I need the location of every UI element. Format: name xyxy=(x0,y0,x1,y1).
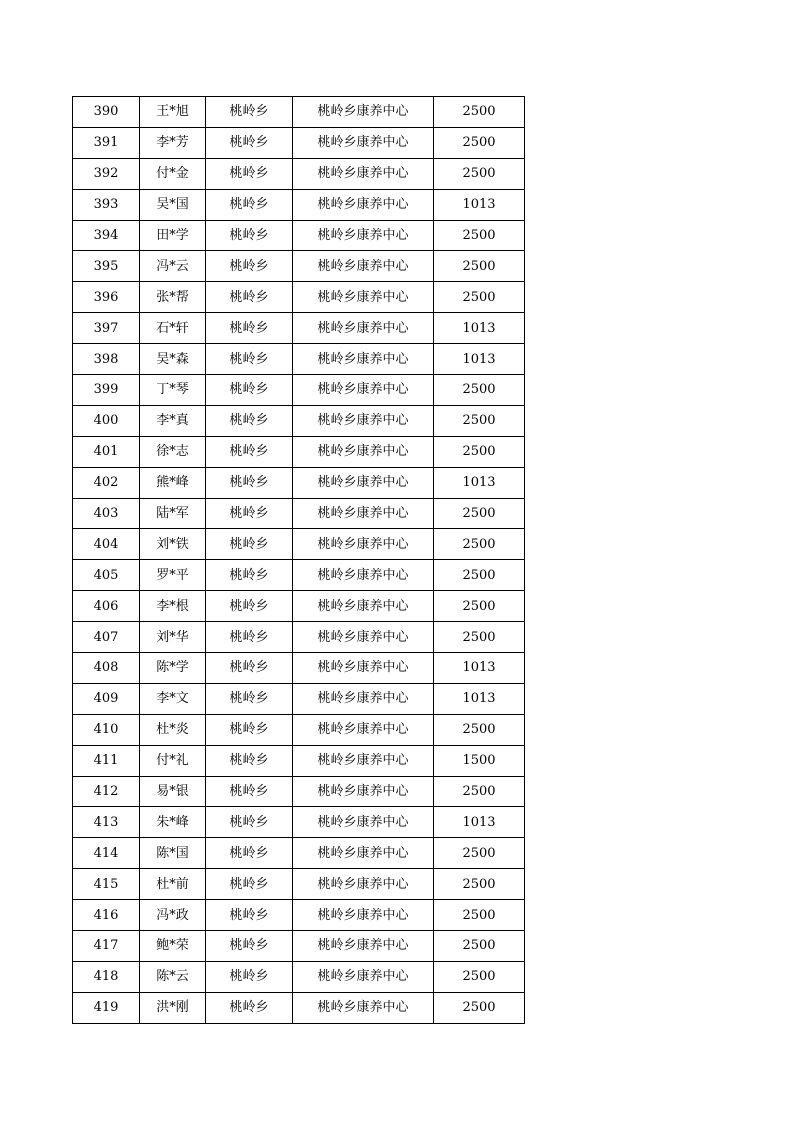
amount-cell: 2500 xyxy=(434,127,525,158)
amount-cell: 2500 xyxy=(434,220,525,251)
table-row xyxy=(73,97,525,128)
institution-cell: 桃岭乡康养中心 xyxy=(293,776,434,807)
amount-cell: 1013 xyxy=(434,344,525,375)
township-cell: 桃岭乡 xyxy=(206,961,293,992)
name-cell: 吴*国 xyxy=(140,189,206,220)
institution-cell: 桃岭乡康养中心 xyxy=(293,900,434,931)
institution-cell: 桃岭乡康养中心 xyxy=(293,745,434,776)
table-row xyxy=(73,931,525,962)
amount-cell: 2500 xyxy=(434,900,525,931)
amount-cell: 2500 xyxy=(434,869,525,900)
row-number-cell: 394 xyxy=(73,220,140,251)
amount-cell: 2500 xyxy=(434,158,525,189)
row-number-cell: 396 xyxy=(73,282,140,313)
name-cell: 杜*炎 xyxy=(140,714,206,745)
amount-cell: 1013 xyxy=(434,313,525,344)
row-number-cell: 390 xyxy=(73,97,140,128)
amount-cell: 1013 xyxy=(434,653,525,684)
amount-cell: 1013 xyxy=(434,467,525,498)
row-number-cell: 417 xyxy=(73,931,140,962)
name-cell: 洪*刚 xyxy=(140,992,206,1023)
table-row xyxy=(73,807,525,838)
institution-cell: 桃岭乡康养中心 xyxy=(293,220,434,251)
institution-cell: 桃岭乡康养中心 xyxy=(293,405,434,436)
row-number-cell: 397 xyxy=(73,313,140,344)
row-number-cell: 393 xyxy=(73,189,140,220)
name-cell: 李*根 xyxy=(140,591,206,622)
township-cell: 桃岭乡 xyxy=(206,313,293,344)
township-cell: 桃岭乡 xyxy=(206,467,293,498)
institution-cell: 桃岭乡康养中心 xyxy=(293,591,434,622)
township-cell: 桃岭乡 xyxy=(206,683,293,714)
institution-cell: 桃岭乡康养中心 xyxy=(293,189,434,220)
township-cell: 桃岭乡 xyxy=(206,405,293,436)
table-row xyxy=(73,158,525,189)
row-number-cell: 411 xyxy=(73,745,140,776)
institution-cell: 桃岭乡康养中心 xyxy=(293,529,434,560)
institution-cell: 桃岭乡康养中心 xyxy=(293,467,434,498)
institution-cell: 桃岭乡康养中心 xyxy=(293,251,434,282)
township-cell: 桃岭乡 xyxy=(206,776,293,807)
table-row xyxy=(73,498,525,529)
row-number-cell: 404 xyxy=(73,529,140,560)
row-number-cell: 409 xyxy=(73,683,140,714)
township-cell: 桃岭乡 xyxy=(206,714,293,745)
amount-cell: 2500 xyxy=(434,992,525,1023)
township-cell: 桃岭乡 xyxy=(206,375,293,406)
amount-cell: 2500 xyxy=(434,375,525,406)
name-cell: 石*轩 xyxy=(140,313,206,344)
name-cell: 陈*云 xyxy=(140,961,206,992)
name-cell: 付*礼 xyxy=(140,745,206,776)
institution-cell: 桃岭乡康养中心 xyxy=(293,344,434,375)
township-cell: 桃岭乡 xyxy=(206,436,293,467)
table-row xyxy=(73,560,525,591)
amount-cell: 2500 xyxy=(434,591,525,622)
township-cell: 桃岭乡 xyxy=(206,97,293,128)
table-row xyxy=(73,405,525,436)
table-row xyxy=(73,375,525,406)
township-cell: 桃岭乡 xyxy=(206,498,293,529)
amount-cell: 2500 xyxy=(434,776,525,807)
table-row xyxy=(73,189,525,220)
name-cell: 冯*云 xyxy=(140,251,206,282)
institution-cell: 桃岭乡康养中心 xyxy=(293,436,434,467)
name-cell: 陆*军 xyxy=(140,498,206,529)
table-row xyxy=(73,282,525,313)
name-cell: 张*帮 xyxy=(140,282,206,313)
name-cell: 陈*学 xyxy=(140,653,206,684)
township-cell: 桃岭乡 xyxy=(206,529,293,560)
table-row xyxy=(73,869,525,900)
institution-cell: 桃岭乡康养中心 xyxy=(293,931,434,962)
row-number-cell: 419 xyxy=(73,992,140,1023)
row-number-cell: 414 xyxy=(73,838,140,869)
table-row xyxy=(73,622,525,653)
township-cell: 桃岭乡 xyxy=(206,560,293,591)
amount-cell: 1013 xyxy=(434,683,525,714)
row-number-cell: 415 xyxy=(73,869,140,900)
township-cell: 桃岭乡 xyxy=(206,189,293,220)
row-number-cell: 403 xyxy=(73,498,140,529)
township-cell: 桃岭乡 xyxy=(206,251,293,282)
institution-cell: 桃岭乡康养中心 xyxy=(293,622,434,653)
table-row xyxy=(73,745,525,776)
institution-cell: 桃岭乡康养中心 xyxy=(293,838,434,869)
institution-cell: 桃岭乡康养中心 xyxy=(293,714,434,745)
name-cell: 鲍*荣 xyxy=(140,931,206,962)
township-cell: 桃岭乡 xyxy=(206,931,293,962)
name-cell: 李*芳 xyxy=(140,127,206,158)
row-number-cell: 406 xyxy=(73,591,140,622)
name-cell: 杜*前 xyxy=(140,869,206,900)
table-row xyxy=(73,992,525,1023)
institution-cell: 桃岭乡康养中心 xyxy=(293,282,434,313)
table-row xyxy=(73,251,525,282)
row-number-cell: 398 xyxy=(73,344,140,375)
township-cell: 桃岭乡 xyxy=(206,992,293,1023)
name-cell: 付*金 xyxy=(140,158,206,189)
amount-cell: 2500 xyxy=(434,405,525,436)
amount-cell: 2500 xyxy=(434,714,525,745)
township-cell: 桃岭乡 xyxy=(206,344,293,375)
township-cell: 桃岭乡 xyxy=(206,745,293,776)
name-cell: 吴*森 xyxy=(140,344,206,375)
amount-cell: 2500 xyxy=(434,838,525,869)
table-row xyxy=(73,838,525,869)
name-cell: 罗*平 xyxy=(140,560,206,591)
amount-cell: 2500 xyxy=(434,97,525,128)
institution-cell: 桃岭乡康养中心 xyxy=(293,97,434,128)
township-cell: 桃岭乡 xyxy=(206,838,293,869)
township-cell: 桃岭乡 xyxy=(206,653,293,684)
name-cell: 田*学 xyxy=(140,220,206,251)
township-cell: 桃岭乡 xyxy=(206,591,293,622)
table-row xyxy=(73,653,525,684)
amount-cell: 2500 xyxy=(434,931,525,962)
name-cell: 熊*峰 xyxy=(140,467,206,498)
name-cell: 丁*琴 xyxy=(140,375,206,406)
amount-cell: 2500 xyxy=(434,282,525,313)
township-cell: 桃岭乡 xyxy=(206,158,293,189)
amount-cell: 2500 xyxy=(434,436,525,467)
institution-cell: 桃岭乡康养中心 xyxy=(293,992,434,1023)
name-cell: 李*真 xyxy=(140,405,206,436)
name-cell: 陈*国 xyxy=(140,838,206,869)
name-cell: 刘*华 xyxy=(140,622,206,653)
amount-cell: 2500 xyxy=(434,498,525,529)
subsidy-table xyxy=(72,96,525,1024)
row-number-cell: 402 xyxy=(73,467,140,498)
institution-cell: 桃岭乡康养中心 xyxy=(293,127,434,158)
institution-cell: 桃岭乡康养中心 xyxy=(293,313,434,344)
name-cell: 王*旭 xyxy=(140,97,206,128)
row-number-cell: 395 xyxy=(73,251,140,282)
table-row xyxy=(73,900,525,931)
table-row xyxy=(73,529,525,560)
table-row xyxy=(73,776,525,807)
row-number-cell: 401 xyxy=(73,436,140,467)
row-number-cell: 418 xyxy=(73,961,140,992)
name-cell: 易*银 xyxy=(140,776,206,807)
institution-cell: 桃岭乡康养中心 xyxy=(293,158,434,189)
institution-cell: 桃岭乡康养中心 xyxy=(293,683,434,714)
table-row xyxy=(73,591,525,622)
amount-cell: 2500 xyxy=(434,622,525,653)
township-cell: 桃岭乡 xyxy=(206,807,293,838)
table-row xyxy=(73,127,525,158)
name-cell: 刘*铁 xyxy=(140,529,206,560)
row-number-cell: 408 xyxy=(73,653,140,684)
row-number-cell: 399 xyxy=(73,375,140,406)
table-body xyxy=(73,97,525,1024)
row-number-cell: 405 xyxy=(73,560,140,591)
institution-cell: 桃岭乡康养中心 xyxy=(293,375,434,406)
amount-cell: 2500 xyxy=(434,251,525,282)
amount-cell: 2500 xyxy=(434,529,525,560)
township-cell: 桃岭乡 xyxy=(206,282,293,313)
row-number-cell: 391 xyxy=(73,127,140,158)
table-row xyxy=(73,467,525,498)
institution-cell: 桃岭乡康养中心 xyxy=(293,498,434,529)
row-number-cell: 416 xyxy=(73,900,140,931)
table-row xyxy=(73,344,525,375)
amount-cell: 2500 xyxy=(434,961,525,992)
township-cell: 桃岭乡 xyxy=(206,869,293,900)
township-cell: 桃岭乡 xyxy=(206,220,293,251)
institution-cell: 桃岭乡康养中心 xyxy=(293,560,434,591)
amount-cell: 1013 xyxy=(434,807,525,838)
table-row xyxy=(73,683,525,714)
table-row xyxy=(73,961,525,992)
amount-cell: 2500 xyxy=(434,560,525,591)
row-number-cell: 410 xyxy=(73,714,140,745)
table-row xyxy=(73,220,525,251)
name-cell: 徐*志 xyxy=(140,436,206,467)
amount-cell: 1500 xyxy=(434,745,525,776)
amount-cell: 1013 xyxy=(434,189,525,220)
institution-cell: 桃岭乡康养中心 xyxy=(293,961,434,992)
row-number-cell: 407 xyxy=(73,622,140,653)
institution-cell: 桃岭乡康养中心 xyxy=(293,653,434,684)
institution-cell: 桃岭乡康养中心 xyxy=(293,807,434,838)
table-row xyxy=(73,313,525,344)
row-number-cell: 413 xyxy=(73,807,140,838)
row-number-cell: 412 xyxy=(73,776,140,807)
table-row xyxy=(73,714,525,745)
township-cell: 桃岭乡 xyxy=(206,127,293,158)
name-cell: 朱*峰 xyxy=(140,807,206,838)
row-number-cell: 400 xyxy=(73,405,140,436)
township-cell: 桃岭乡 xyxy=(206,622,293,653)
name-cell: 冯*政 xyxy=(140,900,206,931)
institution-cell: 桃岭乡康养中心 xyxy=(293,869,434,900)
name-cell: 李*文 xyxy=(140,683,206,714)
township-cell: 桃岭乡 xyxy=(206,900,293,931)
row-number-cell: 392 xyxy=(73,158,140,189)
table-row xyxy=(73,436,525,467)
